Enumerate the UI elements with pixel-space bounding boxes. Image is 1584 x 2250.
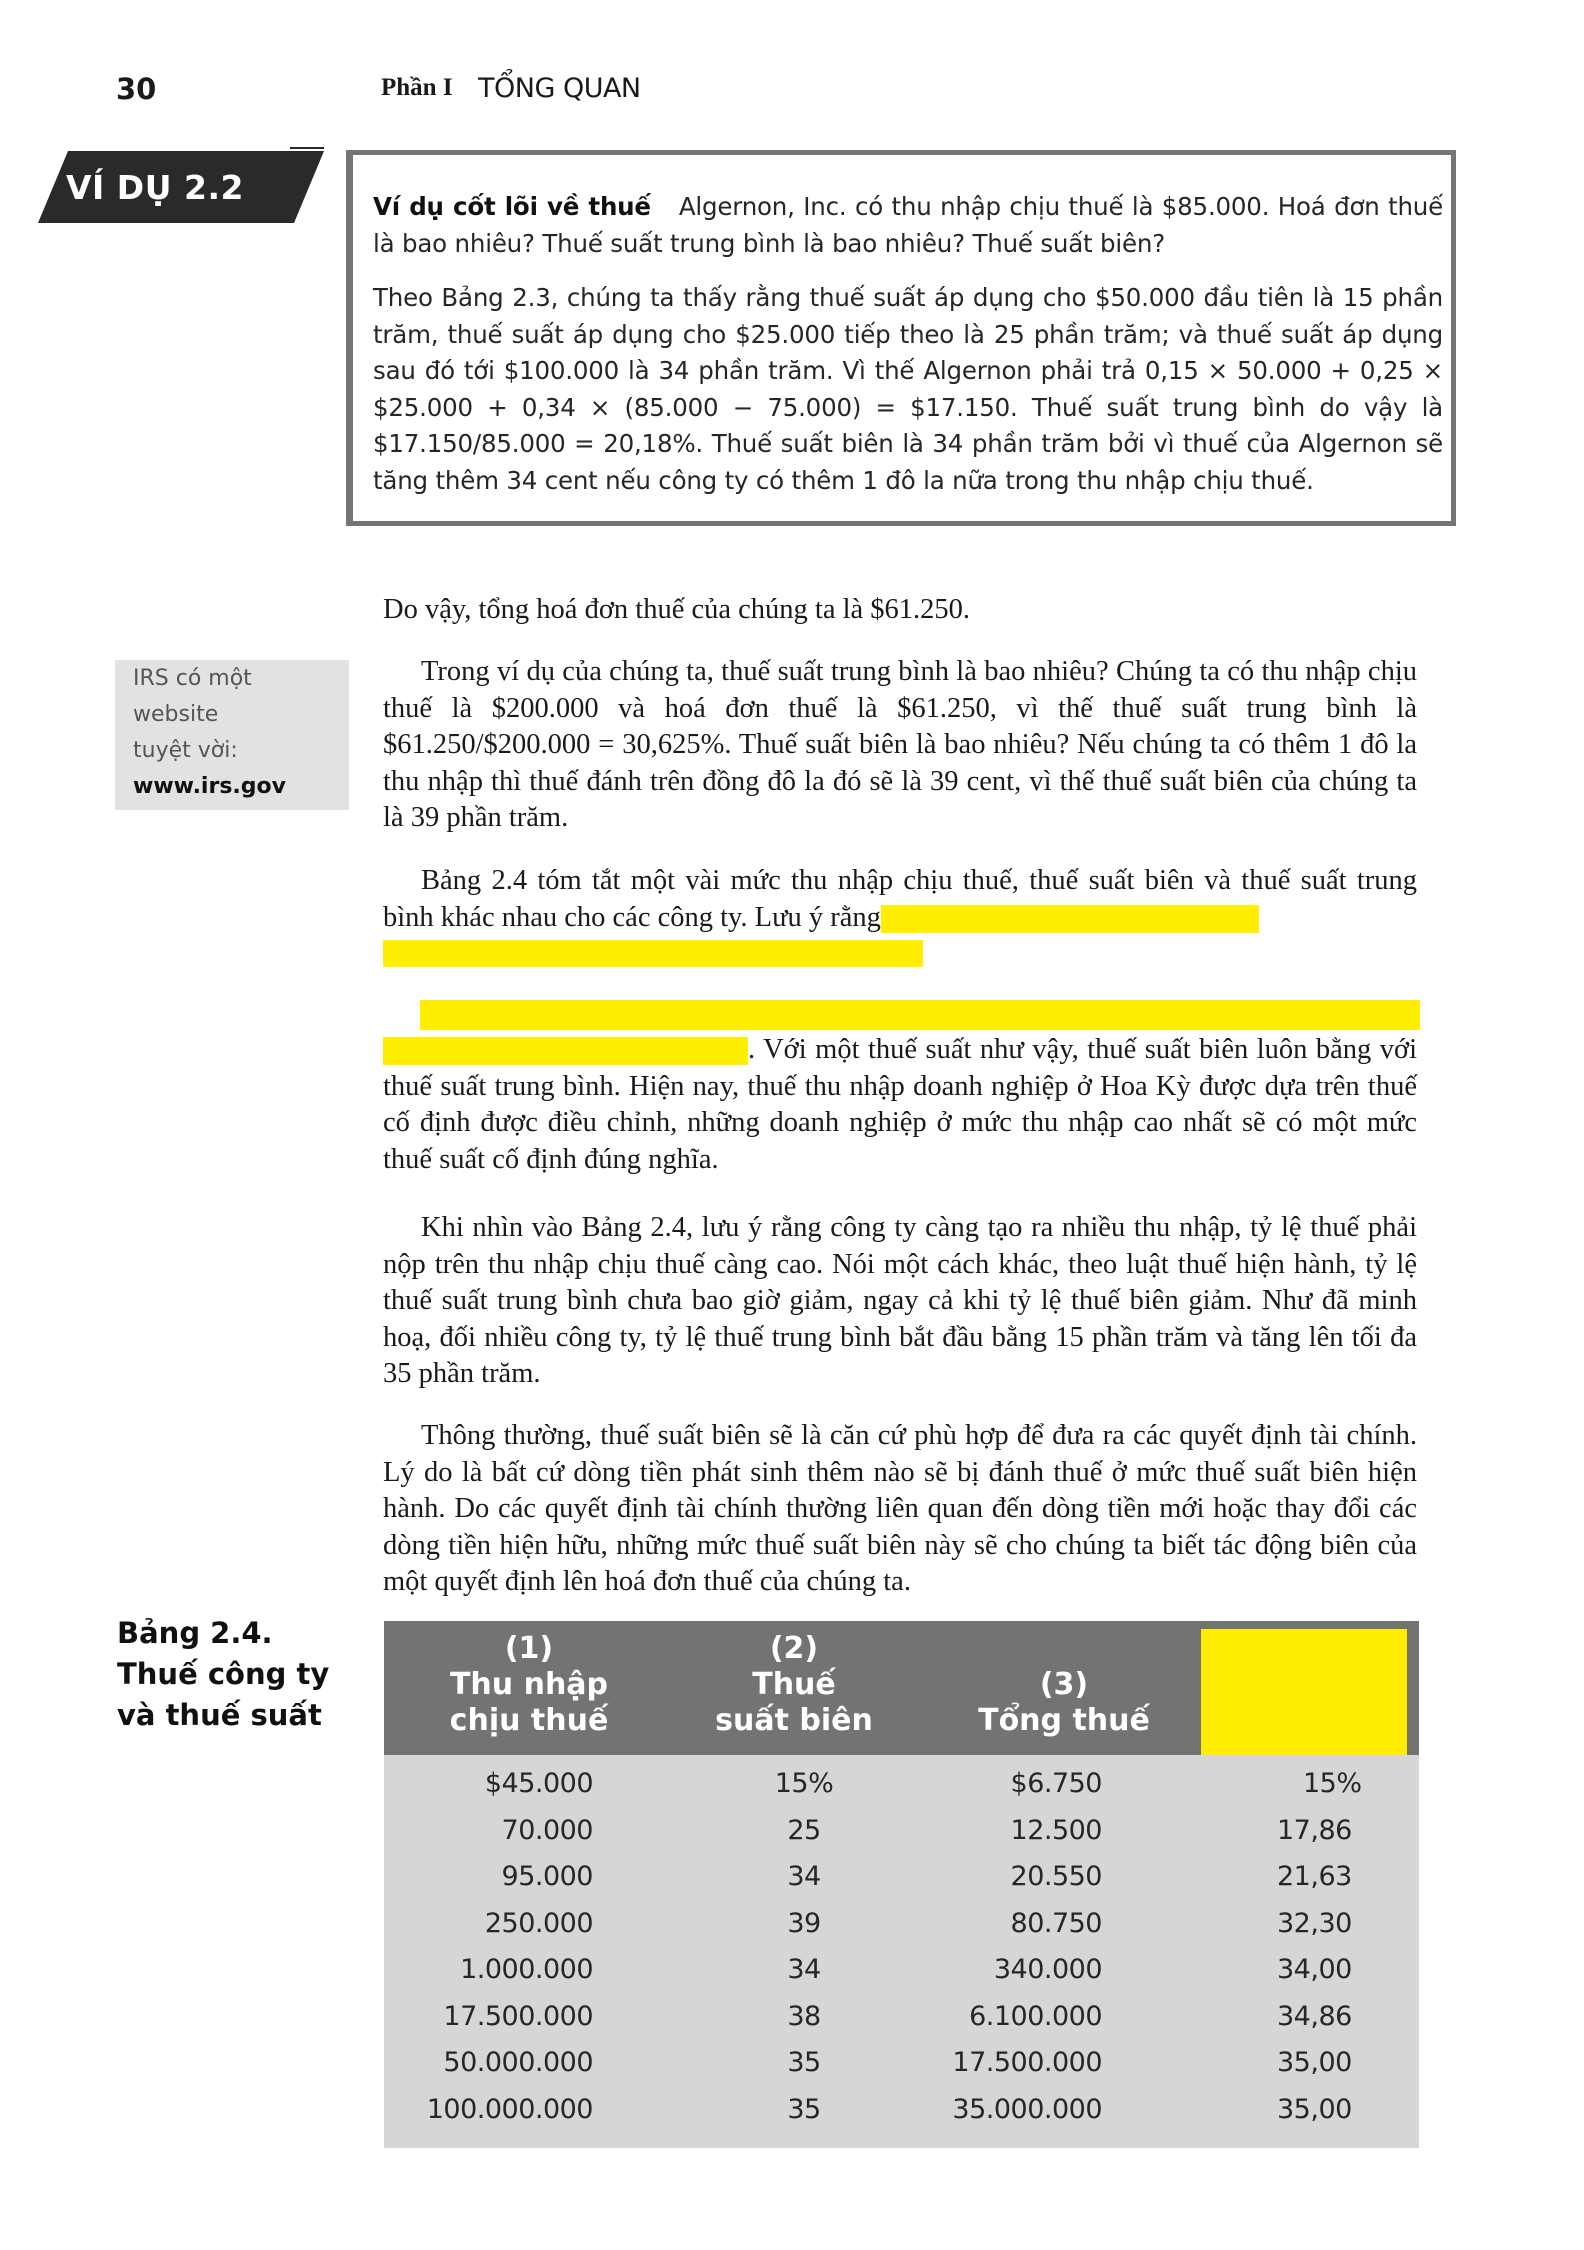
cell-taxable-income: 100.000.000 (426, 2093, 593, 2125)
cell-marginal-rate: 35 (787, 2093, 821, 2125)
table-row (384, 2001, 1419, 2041)
paragraph-marginal-rate: Thông thường, thuế suất biên sẽ là căn cứ phù hợp để đưa ra các quyết định tài chính. Lý do là bất cứ dòng tiền phát sinh thêm nào sẽ bị đánh thuế ở mức thuế suất biên hiện hành. Do các quyết định tài chính thường liên quan đến dòng tiền mới hoặc thay đổi các dòng tiền hiện hữu, những mức thuế suất biên này sẽ cho chúng ta biết tác động biên của một quyết định lên hoá đơn thuế của chúng ta. (383, 1420, 1417, 1597)
section-label: Phần I (381, 74, 453, 101)
example-answer: Theo Bảng 2.3, chúng ta thấy rằng thuế suất áp dụng cho $50.000 đầu tiên là 15 phần trăm, thuế suất áp dụng cho $25.000 tiếp theo là 25 phần trăm; và thuế suất áp dụng sau đó tới $100.000 là 34 phần trăm. Vì thế Algernon phải trả 0,15 × 50.000 + 0,25 × $25.000 + 0,34 × (85.000 − 75.000) = $17.150. Thuế suất trung bình do vậy là $17.150/85.000 = 20,18%. Thuế suất biên là 34 phần trăm bởi vì thuế của Algernon sẽ tăng thêm 34 cent nếu công ty có thêm 1 đô la nữa trong thu nhập chịu thuế. (373, 283, 1443, 495)
cell-marginal-rate: 25 (787, 1814, 821, 1846)
sidebar-line: website (133, 702, 219, 727)
page-number: 30 (116, 72, 157, 106)
cell-average-rate: 34,00 (1277, 1954, 1352, 1985)
cell-total-tax: 80.750 (1010, 1907, 1102, 1939)
cell-total-tax: 20.550 (1010, 1861, 1102, 1892)
column-header-marginal-rate (674, 1631, 914, 1739)
example-question (373, 189, 1443, 262)
column-header-label: Thuế suất biên (715, 1667, 873, 1738)
paragraph-flat-tax (383, 1032, 1417, 1178)
paragraph-flat-tax-text: . Với một thuế suất như vậy, thuế suất biên luôn bằng với thuế suất trung bình. Hiện nay, thuế thu nhập doanh nghiệp ở Hoa Kỳ được dựa trên thuế cố định được điều chỉnh, những doanh nghiệp ở mức thu nhập cao nhất sẽ có một mức thuế suất cố định đúng nghĩa. (383, 1034, 1417, 1175)
column-header-number: (1) (504, 1631, 554, 1666)
table-row (384, 1954, 1419, 1994)
table-row (384, 1768, 1419, 1808)
cell-total-tax: 12.500 (1010, 1814, 1102, 1846)
sidebar-url-link[interactable]: www.irs.gov (133, 774, 286, 799)
cell-marginal-rate: 34 (787, 1861, 821, 1892)
cell-average-rate: 15% (1303, 1768, 1362, 1799)
cell-marginal-rate: 34 (787, 1954, 821, 1985)
cell-total-tax: 17.500.000 (952, 2047, 1102, 2078)
table-caption-number: Bảng 2.4. (117, 1616, 273, 1650)
paragraph-observation: Khi nhìn vào Bảng 2.4, lưu ý rằng công ty càng tạo ra nhiều thu nhập, tỷ lệ thuế phải nộp trên thu nhập chịu thuế càng cao. Nói một cách khác, theo luật thuế hiện hành, tỷ lệ thuế suất trung bình chưa bao giờ giảm, ngay cả khi tỷ lệ thuế biên giảm. Như đã minh hoạ, đối nhiều công ty, tỷ lệ thuế trung bình bắt đầu bằng 15 phần trăm và tăng lên tối đa 35 phần trăm. (383, 1212, 1417, 1389)
column-header-total-tax (914, 1667, 1214, 1739)
cell-total-tax: 6.100.000 (969, 2000, 1102, 2032)
example-box (346, 150, 1456, 526)
column-header-highlight-redaction (1201, 1629, 1407, 1755)
cell-total-tax: 340.000 (993, 1954, 1102, 1985)
column-header-label: Thu nhập chịu thuế (449, 1667, 609, 1738)
highlight-redaction (881, 905, 1259, 933)
highlight-redaction (383, 940, 923, 967)
example-label: VÍ DỤ 2.2 (66, 168, 244, 207)
section-title: TỔNG QUAN (478, 73, 641, 104)
tax-table (384, 1621, 1419, 2148)
column-header-number: (2) (769, 1631, 819, 1666)
cell-marginal-rate: 35 (787, 2047, 821, 2078)
cell-average-rate: 32,30 (1277, 1907, 1352, 1939)
example-title: Ví dụ cốt lõi về thuế (373, 192, 651, 221)
table-caption (117, 1613, 357, 1736)
cell-taxable-income: 250.000 (484, 1907, 593, 1939)
example-question-text: Algernon, Inc. có thu nhập chịu thuế là $85.000. Hoá đơn thuế là bao nhiêu? Thuế suất trung bình là bao nhiêu? Thuế suất biên? (373, 192, 1444, 258)
cell-marginal-rate: 39 (787, 1907, 821, 1939)
cell-marginal-rate: 38 (787, 2000, 821, 2032)
table-header (384, 1621, 1419, 1755)
cell-taxable-income: 95.000 (501, 1861, 593, 1892)
table-caption-title: Thuế công ty và thuế suất (117, 1657, 330, 1732)
column-header-taxable-income (384, 1631, 674, 1739)
sidebar-line: tuyệt vời: (133, 738, 238, 763)
cell-total-tax: $6.750 (1010, 1768, 1102, 1799)
cell-average-rate: 21,63 (1277, 1861, 1352, 1892)
highlight-redaction (420, 1000, 1420, 1030)
highlight-redaction (383, 1037, 748, 1065)
cell-average-rate: 35,00 (1277, 2047, 1352, 2078)
cell-average-rate: 34,86 (1277, 2000, 1352, 2032)
cell-taxable-income: 70.000 (501, 1814, 593, 1846)
cell-taxable-income: 17.500.000 (443, 2000, 593, 2032)
column-header-number: (3) (1039, 1667, 1089, 1702)
cell-marginal-rate: 15% (774, 1768, 834, 1799)
table-row (384, 2094, 1419, 2134)
cell-average-rate: 35,00 (1277, 2093, 1352, 2125)
sidebar-note (115, 660, 349, 810)
paragraph-table-intro (383, 863, 1417, 936)
cell-taxable-income: $45.000 (484, 1768, 593, 1799)
sidebar-line: IRS có một (133, 666, 252, 691)
table-row (384, 1815, 1419, 1855)
table-row (384, 1861, 1419, 1901)
cell-taxable-income: 50.000.000 (443, 2047, 593, 2078)
paragraph-average-rate: Trong ví dụ của chúng ta, thuế suất trung bình là bao nhiêu? Chúng ta có thu nhập chịu thuế là $200.000 và hoá đơn thuế là $61.250, vì thế thuế suất trung bình là $61.250/$200.000 = 30,625%. Thuế suất biên là bao nhiêu? Nếu chúng ta có thêm 1 đô la thu nhập thì thuế đánh trên đồng đô la đó sẽ là 39 cent, vì thế thuế suất biên của chúng ta là 39 phần trăm. (383, 656, 1417, 833)
cell-taxable-income: 1.000.000 (460, 1954, 593, 1985)
table-row (384, 2047, 1419, 2087)
paragraph-table-intro-text: Bảng 2.4 tóm tắt một vài mức thu nhập chịu thuế, thuế suất biên và thuế suất trung bình khác nhau cho các công ty. Lưu ý rằng (383, 865, 1417, 933)
paragraph-intro: Do vậy, tổng hoá đơn thuế của chúng ta là $61.250. (383, 594, 971, 625)
column-header-label: Tổng thuế (978, 1703, 1150, 1738)
cell-average-rate: 17,86 (1277, 1814, 1352, 1846)
cell-total-tax: 35.000.000 (952, 2093, 1102, 2125)
table-row (384, 1908, 1419, 1948)
